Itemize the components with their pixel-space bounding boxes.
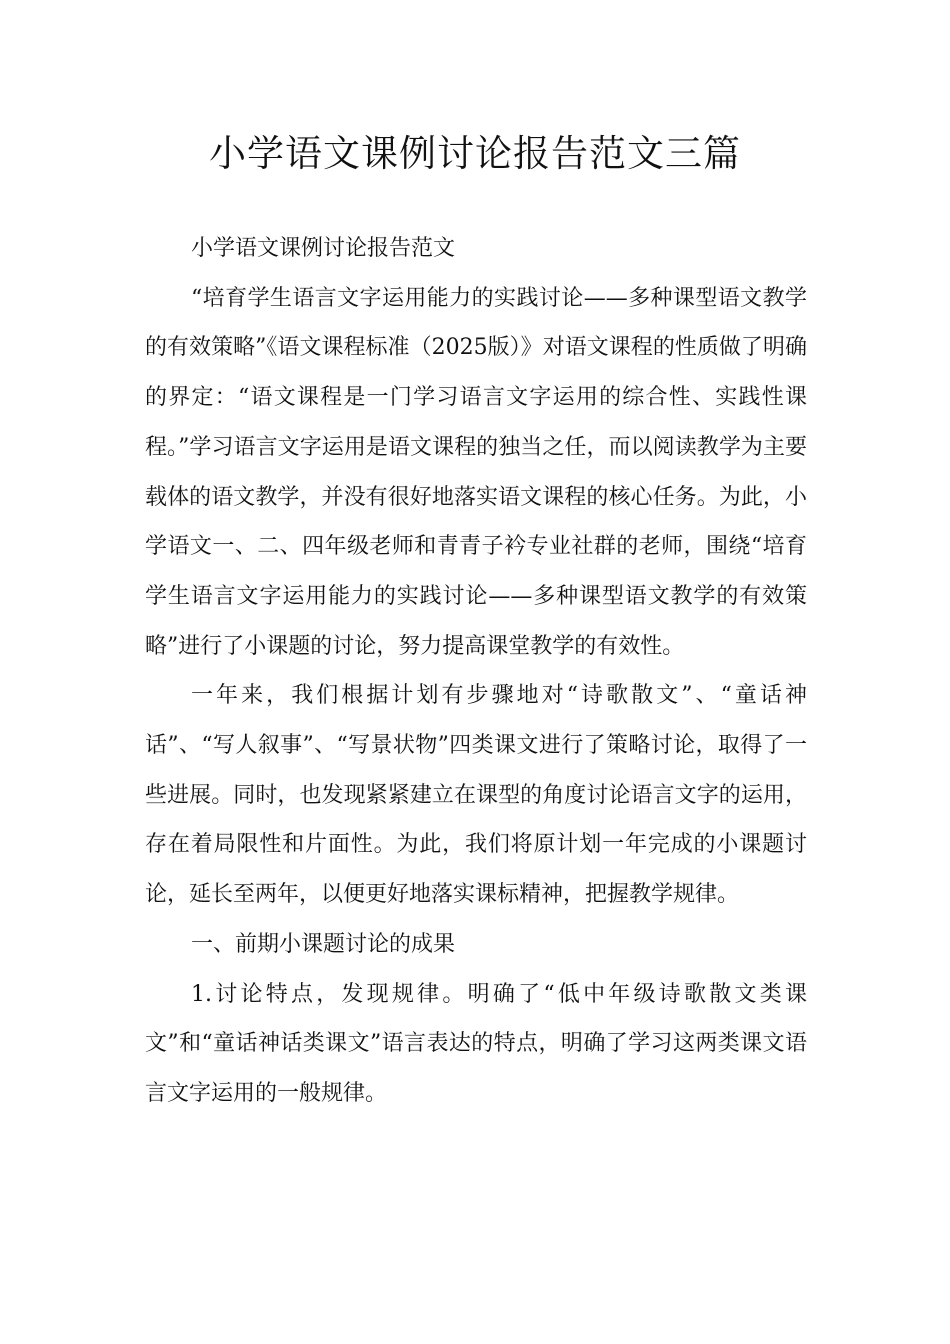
body-paragraph: 一年来，我们根据计划有步骤地对“诗歌散文”、“童话神话”、“写人叙事”、“写景状物”四类课文进行了策略讨论，取得了一些进展。同时，也发现紧紧建立在课型的角度讨论语言文字的运用，存在着局限性和片面性。为此，我们将原计划一年完成的小课题讨论，延长至两年，以便更好地落实课标精神，把握教学规律。 [145, 683, 807, 908]
document-body [145, 224, 807, 1119]
section-heading: 小学语文课例讨论报告范文 [191, 236, 456, 261]
body-paragraph: 1.讨论特点，发现规律。明确了“低中年级诗歌散文类课文”和“童话神话类课文”语言表达的特点，明确了学习这两类课文语言文字运用的一般规律。 [145, 981, 807, 1106]
section-heading: 一、前期小课题讨论的成果 [191, 931, 456, 957]
document-title: 小学语文课例讨论报告范文三篇 [209, 132, 741, 175]
body-paragraph: “培育学生语言文字运用能力的实践讨论——多种课型语文教学的有效策略”《语文课程标准（2025版）》对语文课程的性质做了明确的界定：“语文课程是一门学习语言文字运用的综合性、实践性课程。”学习语言文字运用是语文课程的独当之任，而以阅读教学为主要载体的语文教学，并没有很好地落实语文课程的核心任务。为此，小学语文一、二、四年级老师和青青子衿专业社群的老师，围绕“培育学生语言文字运用能力的实践讨论——多种课型语文教学的有效策略”进行了小课题的讨论，努力提高课堂教学的有效性。 [145, 285, 807, 659]
